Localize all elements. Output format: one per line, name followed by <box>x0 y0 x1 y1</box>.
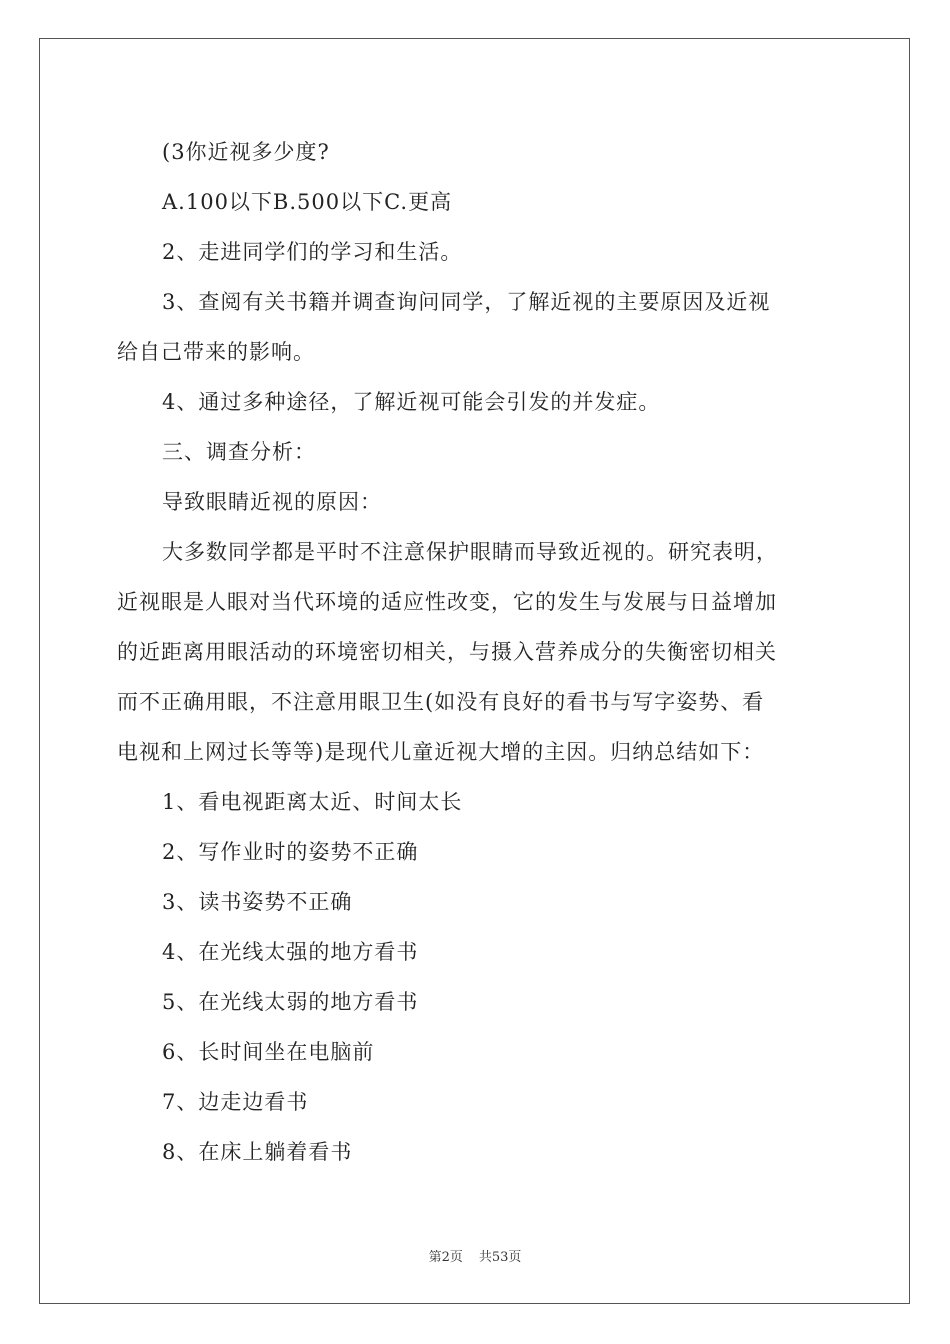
list-item: 6、长时间坐在电脑前 <box>162 1040 375 1064</box>
paragraph-line: 电视和上网过长等等)是现代儿童近视大增的主因。归纳总结如下： <box>117 740 765 764</box>
list-item: 5、在光线太弱的地方看书 <box>162 990 419 1014</box>
list-item: 4、在光线太强的地方看书 <box>162 940 419 964</box>
list-item: 7、边走边看书 <box>162 1090 309 1114</box>
paragraph-line: 的近距离用眼活动的环境密切相关，与摄入营养成分的失衡密切相关 <box>117 640 777 664</box>
document-body <box>117 127 837 1177</box>
paragraph-line: 近视眼是人眼对当代环境的适应性改变，它的发生与发展与日益增加 <box>117 590 777 614</box>
question-line: (3你近视多少度? <box>162 140 330 164</box>
list-item: 8、在床上躺着看书 <box>162 1140 353 1164</box>
options-line: A.100以下B.500以下C.更高 <box>162 190 453 214</box>
paragraph-line: 3、查阅有关书籍并调查询问同学，了解近视的主要原因及近视 <box>162 290 771 314</box>
paragraph-line: 给自己带来的影响。 <box>117 340 315 364</box>
paragraph-line: 4、通过多种途径，了解近视可能会引发的并发症。 <box>162 390 661 414</box>
page-number: 第2页 <box>428 1250 463 1265</box>
page-total: 共53页 <box>478 1250 522 1265</box>
paragraph-line: 大多数同学都是平时不注意保护眼睛而导致近视的。研究表明， <box>162 540 778 564</box>
list-item: 1、看电视距离太近、时间太长 <box>162 790 463 814</box>
section-heading: 三、调查分析： <box>162 440 316 464</box>
list-item: 3、读书姿势不正确 <box>162 890 353 914</box>
page-footer <box>0 1246 950 1265</box>
subheading: 导致眼睛近视的原因： <box>162 490 382 514</box>
paragraph-line: 而不正确用眼，不注意用眼卫生(如没有良好的看书与写字姿势、看 <box>117 690 765 714</box>
list-item: 2、写作业时的姿势不正确 <box>162 840 419 864</box>
paragraph-line: 2、走进同学们的学习和生活。 <box>162 240 463 264</box>
